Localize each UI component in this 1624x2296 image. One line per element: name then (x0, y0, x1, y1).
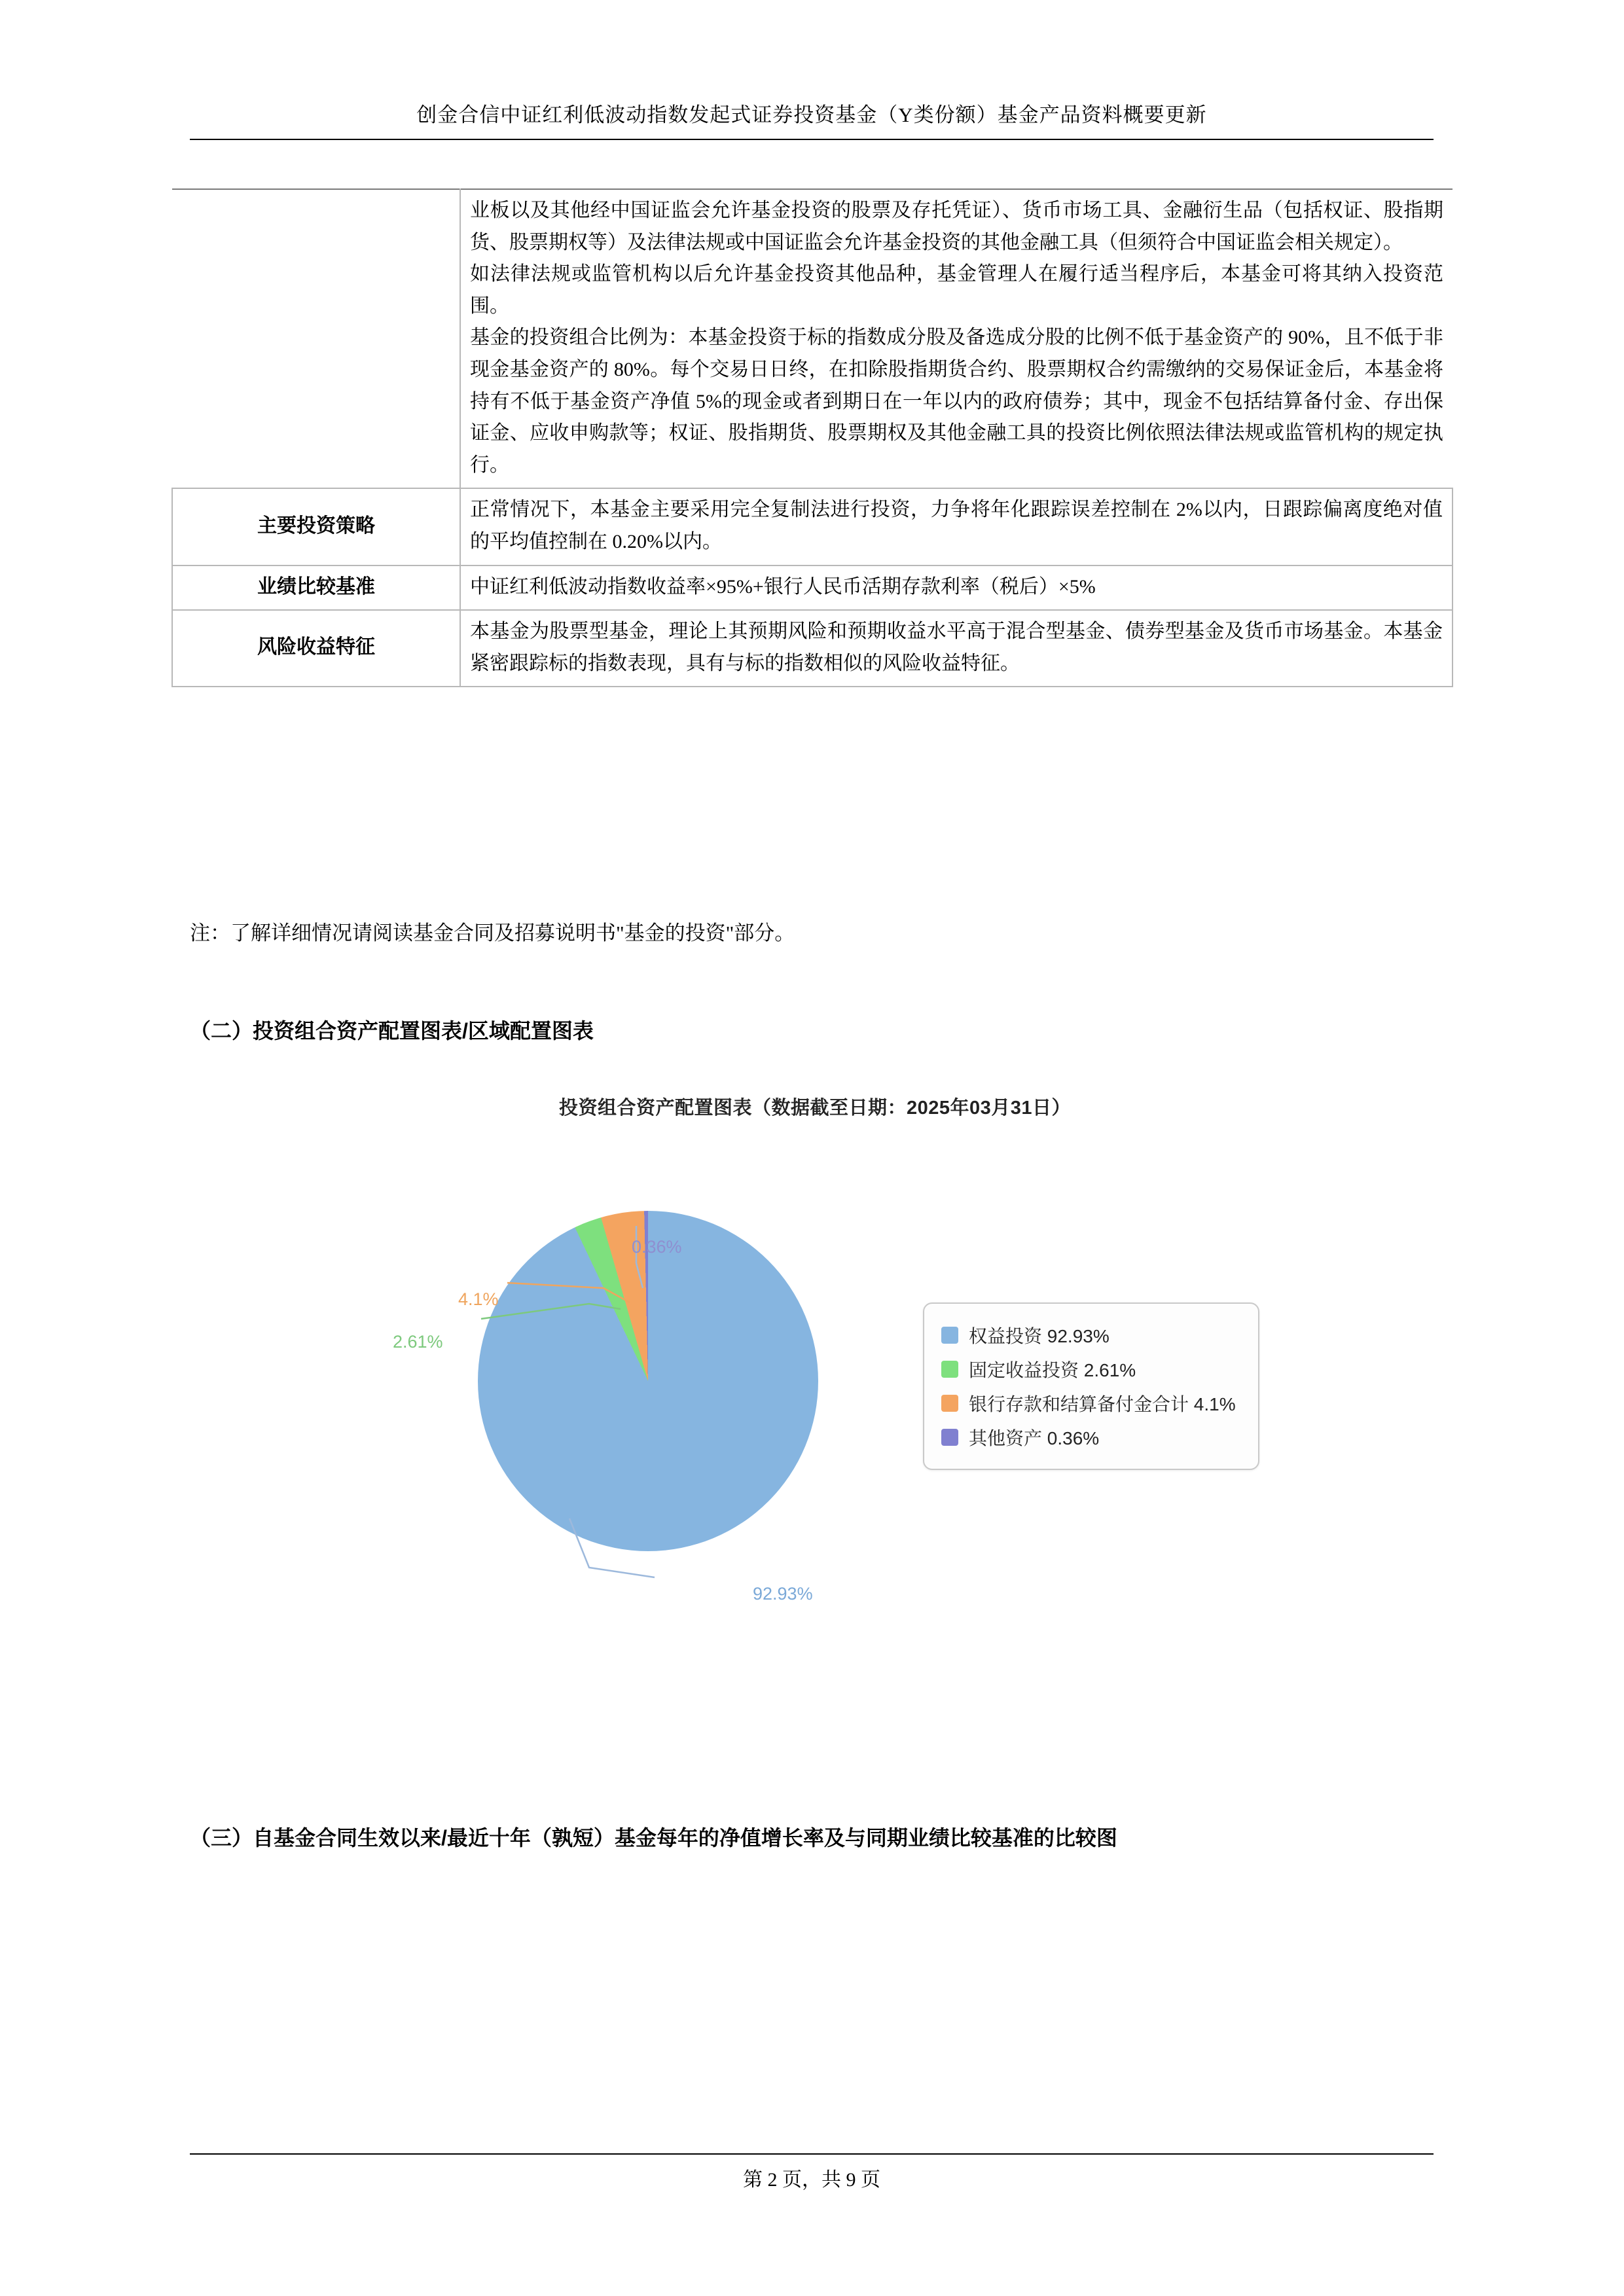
pie-chart (393, 1172, 851, 1604)
legend-item (941, 1352, 1236, 1386)
table-row (172, 189, 1453, 488)
legend-label: 权益投资 92.93% (969, 1326, 1110, 1346)
section-2-title: （二）投资组合资产配置图表/区域配置图表 (190, 1019, 594, 1043)
legend-item (941, 1318, 1236, 1352)
table-note: 注：了解详细情况请阅读基金合同及招募说明书"基金的投资"部分。 (190, 922, 795, 944)
footer-divider (190, 2153, 1434, 2155)
legend-swatch-other-assets (941, 1429, 958, 1446)
row-body (460, 610, 1453, 687)
paragraph: 如法律法规或监管机构以后允许基金投资其他品种，基金管理人在履行适当程序后，本基金可将其纳入投资范围。 (470, 263, 1443, 317)
row-label: 主要投资策略 (172, 488, 460, 565)
legend-item (941, 1420, 1236, 1454)
legend-swatch-equity (941, 1327, 958, 1344)
chart-title: 投资组合资产配置图表（数据截至日期：2025年03月31日） (558, 1098, 1072, 1119)
row-label (172, 189, 460, 488)
table-row (172, 565, 1453, 611)
row-body (460, 565, 1453, 611)
paragraph: 正常情况下，本基金主要采用完全复制法进行投资，力争将年化跟踪误差控制在 2%以内，日跟踪偏离度绝对值的平均值控制在 0.20%以内。 (470, 499, 1443, 552)
row-label: 业绩比较基准 (172, 565, 460, 611)
pie-label-equity: 92.93% (753, 1584, 813, 1604)
row-body (460, 488, 1453, 565)
paragraph: 中证红利低波动指数收益率×95%+银行人民币活期存款利率（税后）×5% (470, 575, 1096, 598)
chart-legend (923, 1302, 1259, 1470)
page-header: 创金合信中证红利低波动指数发起式证券投资基金（Y类份额）基金产品资料概要更新 (416, 103, 1207, 126)
legend-swatch-bank-deposit (941, 1395, 958, 1412)
paragraph: 基金的投资组合比例为：本基金投资于标的指数成分股及备选成分股的比例不低于基金资产的 90%，且不低于非现金基金资产的 80%。每个交易日日终，在扣除股指期货合约、股票期权合约需缴纳的交易保证金后，本基金将持有不低于基金资产净值 5%的现金或者到期日在一年以内的政府债券；其中，现金不包括结算备付金、存出保证金、应收申购款等；权证、股指期货、股票期权及其他金融工具的投资比例依照法律法规或监管机构的规定执行。 (470, 327, 1443, 476)
paragraph: 业板以及其他经中国证监会允许基金投资的股票及存托凭证）、货币市场工具、金融衍生品（包括权证、股指期货、股票期权等）及法律法规或中国证监会允许基金投资的其他金融工具（但须符合中国证监会相关规定）。 (470, 200, 1443, 253)
fund-info-table (171, 188, 1453, 687)
header-divider (190, 139, 1434, 140)
row-body (460, 189, 1453, 488)
leader-lines (373, 1211, 871, 1617)
legend-item (941, 1386, 1236, 1420)
row-label: 风险收益特征 (172, 610, 460, 687)
table-row (172, 488, 1453, 565)
legend-label: 固定收益投资 2.61% (969, 1360, 1136, 1380)
pie-label-bank-deposit: 4.1% (458, 1289, 499, 1309)
table-row (172, 610, 1453, 687)
page-footer: 第 2 页，共 9 页 (743, 2169, 880, 2191)
pie-label-other-assets: 0.36% (632, 1237, 682, 1257)
legend-label: 银行存款和结算备付金合计 4.1% (969, 1394, 1236, 1414)
paragraph: 本基金为股票型基金，理论上其预期风险和预期收益水平高于混合型基金、债券型基金及货币市场基金。本基金紧密跟踪标的指数表现，具有与标的指数相似的风险收益特征。 (470, 620, 1443, 674)
asset-allocation-chart (190, 1073, 1440, 1728)
section-3-title: （三）自基金合同生效以来/最近十年（孰短）基金每年的净值增长率及与同期业绩比较基准的比较图 (190, 1826, 1117, 1850)
legend-swatch-fixed-income (941, 1361, 958, 1378)
legend-label: 其他资产 0.36% (969, 1428, 1100, 1448)
pie-label-fixed-income: 2.61% (393, 1332, 443, 1352)
